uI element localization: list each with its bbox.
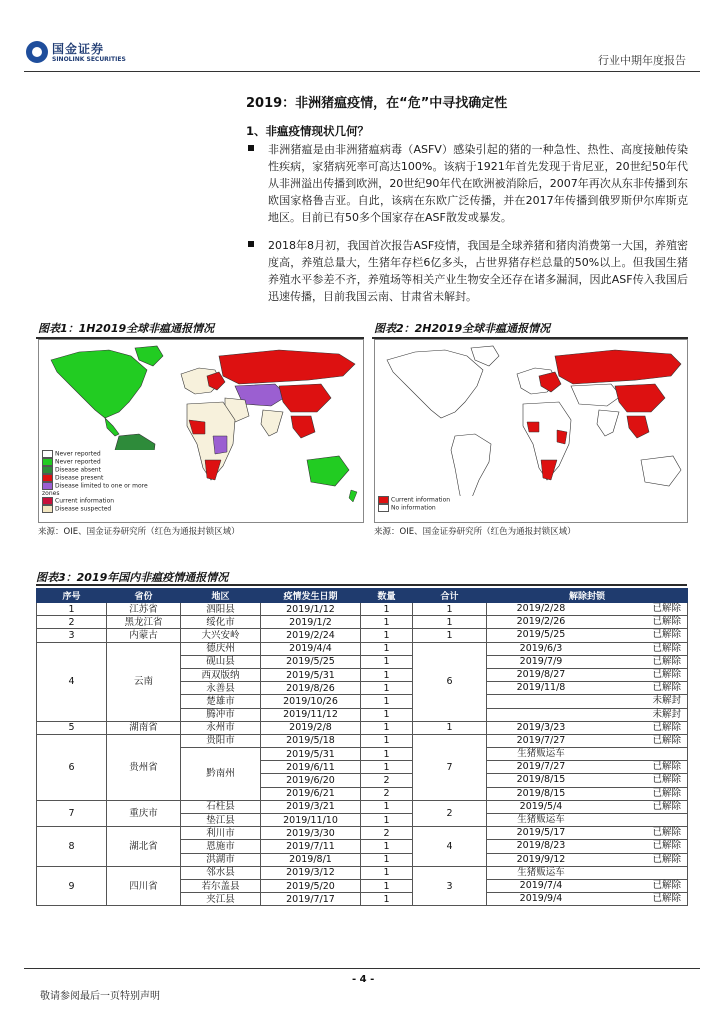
lift-date: 2019/11/8 (516, 682, 566, 694)
cell-lift (487, 603, 688, 616)
cell-date: 2019/4/4 (261, 642, 361, 655)
table-row (37, 603, 688, 616)
cell-area: 黔南州 (181, 748, 261, 801)
cell-area: 德庆州 (181, 642, 261, 655)
cell-count: 1 (361, 748, 413, 761)
cell-date: 2019/5/20 (261, 879, 361, 892)
cell-total: 1 (413, 603, 487, 616)
cell-province: 四川省 (107, 866, 181, 906)
cell-count: 1 (361, 800, 413, 813)
cell-area: 腾冲市 (181, 708, 261, 721)
section-subtitle: 1、非瘟疫情现状几何？ (246, 124, 370, 138)
logo-en-text: SINOLINK SECURITIES (52, 56, 126, 63)
cell-area: 永州市 (181, 721, 261, 734)
cell-count: 1 (361, 695, 413, 708)
lift-status: 已解除 (652, 642, 681, 654)
cell-area: 恩施市 (181, 840, 261, 853)
cell-lift (487, 774, 688, 787)
cell-count: 2 (361, 774, 413, 787)
cell-lift (487, 748, 688, 761)
cell-lift (487, 761, 688, 774)
lift-date: 2019/2/26 (516, 616, 566, 628)
cell-lift (487, 721, 688, 734)
lift-date: 生猪贩运车 (517, 866, 565, 878)
cell-province: 湖南省 (107, 721, 181, 734)
figure-1-map (38, 339, 364, 523)
cell-lift (487, 668, 688, 681)
disclaimer-note: 敬请参阅最后一页特别声明 (40, 991, 160, 1002)
lift-status: 未解封 (652, 708, 681, 720)
cell-count: 1 (361, 655, 413, 668)
cell-count: 1 (361, 642, 413, 655)
lift-status: 已解除 (652, 800, 681, 812)
cell-date: 2019/1/2 (261, 616, 361, 629)
cell-province: 内蒙古 (107, 629, 181, 642)
cell-count: 1 (361, 734, 413, 747)
cell-count: 2 (361, 787, 413, 800)
cell-lift (487, 695, 688, 708)
cell-area: 若尔盖县 (181, 879, 261, 892)
cell-area: 夹江县 (181, 893, 261, 906)
cell-no: 1 (37, 603, 107, 616)
cell-no: 4 (37, 642, 107, 721)
lift-date: 2019/7/4 (519, 879, 563, 891)
lift-date: 2019/7/27 (516, 734, 566, 746)
cell-total: 6 (413, 642, 487, 721)
header-no: 序号 (37, 589, 107, 603)
legend-label: Disease suspected (55, 505, 112, 513)
lift-status: 已解除 (652, 879, 681, 891)
cell-no: 9 (37, 866, 107, 906)
cell-total: 3 (413, 866, 487, 906)
lift-date: 2019/7/27 (516, 761, 566, 773)
lift-date: 2019/5/4 (519, 800, 563, 812)
lift-status: 已解除 (652, 774, 681, 786)
world-map-2h2019 (375, 340, 687, 522)
cell-total: 1 (413, 629, 487, 642)
legend-label: Disease present (55, 474, 104, 482)
cell-area: 绥化市 (181, 616, 261, 629)
cell-area: 石柱县 (181, 800, 261, 813)
cell-count: 1 (361, 668, 413, 681)
figure-2-legend (378, 496, 478, 512)
cell-count: 1 (361, 879, 413, 892)
legend-label: No information (391, 504, 436, 512)
cell-date: 2019/3/21 (261, 800, 361, 813)
cell-date: 2019/11/12 (261, 708, 361, 721)
cell-date: 2019/3/30 (261, 827, 361, 840)
cell-no: 2 (37, 616, 107, 629)
cell-count: 1 (361, 853, 413, 866)
legend-label: Current information (55, 497, 115, 505)
table-row (37, 800, 688, 813)
lift-status: 未解封 (652, 695, 681, 707)
legend-label: Disease absent (55, 466, 101, 474)
table-title-rule (36, 584, 687, 586)
header-date: 疫情发生日期 (261, 589, 361, 603)
cell-lift (487, 866, 688, 879)
lift-date: 2019/9/4 (519, 893, 563, 905)
cell-area: 洪湖市 (181, 853, 261, 866)
cell-lift (487, 616, 688, 629)
cell-no: 5 (37, 721, 107, 734)
cell-date: 2019/10/26 (261, 695, 361, 708)
cell-lift (487, 800, 688, 813)
cell-total: 4 (413, 827, 487, 867)
cell-date: 2019/8/26 (261, 682, 361, 695)
cell-lift (487, 708, 688, 721)
table-row (37, 866, 688, 879)
paragraph-china-outbreak (248, 237, 688, 305)
lift-status: 已解除 (652, 787, 681, 799)
cell-province: 黑龙江省 (107, 616, 181, 629)
cell-lift (487, 853, 688, 866)
lift-date: 2019/8/23 (516, 840, 566, 852)
legend-label: Never reported (55, 450, 101, 458)
report-type: 行业中期年度报告 (598, 54, 686, 67)
cell-area: 砚山县 (181, 655, 261, 668)
figure-1-legend (42, 450, 162, 513)
legend-label: Disease limited to one or more zones (42, 482, 148, 497)
cell-area: 垫江县 (181, 814, 261, 827)
header-total: 合计 (413, 589, 487, 603)
cell-lift (487, 642, 688, 655)
table-row (37, 827, 688, 840)
cell-area: 泗阳县 (181, 603, 261, 616)
lift-date: 2019/2/28 (516, 603, 566, 614)
legend-label: Never reported (55, 458, 101, 466)
cell-date: 2019/3/12 (261, 866, 361, 879)
table-row (37, 629, 688, 642)
cell-count: 1 (361, 761, 413, 774)
lift-date: 生猪贩运车 (517, 814, 565, 825)
cell-no: 8 (37, 827, 107, 867)
cell-count: 1 (361, 893, 413, 906)
cell-province: 贵州省 (107, 734, 181, 800)
legend-label: Current information (391, 496, 451, 504)
lift-date: 2019/8/15 (516, 787, 566, 799)
cell-lift (487, 893, 688, 906)
cell-date: 2019/1/12 (261, 603, 361, 616)
cell-count: 1 (361, 721, 413, 734)
cell-date: 2019/8/1 (261, 853, 361, 866)
cell-lift (487, 734, 688, 747)
cell-count: 1 (361, 866, 413, 879)
lift-date: 2019/6/3 (519, 642, 563, 654)
cell-date: 2019/5/31 (261, 748, 361, 761)
cell-count: 1 (361, 840, 413, 853)
table-header-row (37, 589, 688, 603)
cell-date: 2019/6/11 (261, 761, 361, 774)
lift-date: 2019/5/25 (516, 629, 566, 641)
footer-divider (24, 968, 700, 969)
cell-date: 2019/5/25 (261, 655, 361, 668)
cell-count: 1 (361, 603, 413, 616)
lift-date: 2019/5/17 (516, 827, 566, 839)
cell-date: 2019/5/31 (261, 668, 361, 681)
lift-date: 2019/8/15 (516, 774, 566, 786)
cell-count: 1 (361, 682, 413, 695)
cell-lift (487, 629, 688, 642)
section-title: 2019：非洲猪瘟疫情，在“危”中寻找确定性 (246, 96, 508, 111)
figure-2-title: 图表2：2H2019全球非瘟通报情况 (374, 322, 551, 335)
cell-count: 1 (361, 616, 413, 629)
lift-date: 生猪贩运车 (517, 748, 565, 760)
cell-date: 2019/5/18 (261, 734, 361, 747)
lift-status: 已解除 (652, 853, 681, 865)
cell-count: 1 (361, 814, 413, 827)
cell-date: 2019/7/17 (261, 893, 361, 906)
lift-status: 已解除 (652, 616, 681, 628)
figure-2-map (374, 339, 688, 523)
cell-total: 1 (413, 616, 487, 629)
cell-area: 邻水县 (181, 866, 261, 879)
lift-date: 2019/8/27 (516, 668, 566, 680)
cell-lift (487, 682, 688, 695)
paragraph-text: 非洲猪瘟是由非洲猪瘟病毒（ASFV）感染引起的猪的一种急性、热性、高度接触传染性疾病，家猪病死率可高达100%。该病于1921年首先发现于肯尼亚，20世纪50年代从非洲溢出传播到欧洲，20世纪90年代在欧洲被消除后，2007年再次从东非传播到东欧国家格鲁吉亚。自此，该病在东欧广泛传播，并在2017年传播到俄罗斯伊尔库斯克地区。目前已有50多个国家存在ASF散发或暴发。 (268, 143, 688, 224)
page-number: - 4 - (352, 974, 375, 985)
map-africa-east (557, 430, 567, 444)
cell-lift (487, 840, 688, 853)
cell-lift (487, 814, 688, 827)
lift-date: 2019/3/23 (516, 721, 566, 733)
cell-date: 2019/6/21 (261, 787, 361, 800)
cell-lift (487, 879, 688, 892)
figure-1-source: 来源：OIE、国金证券研究所（红色为通报封锁区域） (38, 527, 240, 537)
lift-status: 已解除 (652, 629, 681, 641)
lift-status: 已解除 (652, 603, 681, 614)
figure-2-source: 来源：OIE、国金证券研究所（红色为通报封锁区域） (374, 527, 576, 537)
lift-status: 已解除 (652, 893, 681, 905)
cell-count: 1 (361, 629, 413, 642)
lift-status: 已解除 (652, 827, 681, 839)
header-area: 地区 (181, 589, 261, 603)
header-count: 数量 (361, 589, 413, 603)
cell-area: 贵阳市 (181, 734, 261, 747)
logo-cn-text: 国金证券 (52, 42, 105, 56)
map-africa-west (527, 422, 539, 432)
lift-date: 2019/7/9 (519, 655, 563, 667)
cell-area: 楚雄市 (181, 695, 261, 708)
lift-status: 已解除 (652, 655, 681, 667)
cell-total: 7 (413, 734, 487, 800)
lift-status: 已解除 (652, 668, 681, 680)
bullet-square (248, 145, 254, 151)
cell-count: 1 (361, 708, 413, 721)
lift-status: 已解除 (652, 682, 681, 694)
lift-status: 已解除 (652, 840, 681, 852)
cell-total: 2 (413, 800, 487, 826)
paragraph-text: 2018年8月初，我国首次报告ASF疫情，我国是全球养猪和猪肉消费第一大国，养殖密度高，养殖总量大，生猪年存栏6亿多头，占世界猪存栏总量的50%以上。但我国生猪养殖水平参差不齐，养殖场等相关产业生物安全还存在诸多漏洞，因此ASF传入我国后迅速传播，目前我国云南、甘肃省未解封。 (268, 239, 688, 303)
cell-area: 大兴安岭 (181, 629, 261, 642)
table-row (37, 642, 688, 655)
logo-icon (26, 41, 48, 63)
header-lift: 解除封锁 (487, 589, 688, 603)
cell-total: 1 (413, 721, 487, 734)
bullet-square (248, 241, 254, 247)
table-title: 图表3：2019年国内非瘟疫情通报情况 (36, 571, 229, 584)
map-africa-central (213, 436, 227, 454)
lift-status: 已解除 (652, 761, 681, 773)
cell-province: 湖北省 (107, 827, 181, 867)
cell-area: 利川市 (181, 827, 261, 840)
lift-status: 已解除 (652, 721, 681, 733)
table-row (37, 616, 688, 629)
cell-area: 西双版纳 (181, 668, 261, 681)
cell-province: 云南 (107, 642, 181, 721)
cell-date: 2019/7/11 (261, 840, 361, 853)
cell-count: 2 (361, 827, 413, 840)
cell-province: 重庆市 (107, 800, 181, 826)
header-province: 省份 (107, 589, 181, 603)
cell-lift (487, 827, 688, 840)
cell-no: 7 (37, 800, 107, 826)
cell-area: 永善县 (181, 682, 261, 695)
cell-date: 2019/6/20 (261, 774, 361, 787)
company-logo (26, 40, 136, 68)
cell-date: 2019/2/8 (261, 721, 361, 734)
asf-outbreak-table (36, 588, 688, 906)
lift-status: 已解除 (652, 734, 681, 746)
paragraph-asf-intro (248, 141, 688, 226)
cell-lift (487, 787, 688, 800)
cell-no: 3 (37, 629, 107, 642)
cell-province: 江苏省 (107, 603, 181, 616)
header-divider (24, 71, 700, 72)
table-row (37, 734, 688, 747)
table-row (37, 721, 688, 734)
cell-date: 2019/11/10 (261, 814, 361, 827)
cell-date: 2019/2/24 (261, 629, 361, 642)
cell-no: 6 (37, 734, 107, 800)
lift-date: 2019/9/12 (516, 853, 566, 865)
figure-1-title: 图表1：1H2019全球非瘟通报情况 (38, 322, 215, 335)
cell-lift (487, 655, 688, 668)
